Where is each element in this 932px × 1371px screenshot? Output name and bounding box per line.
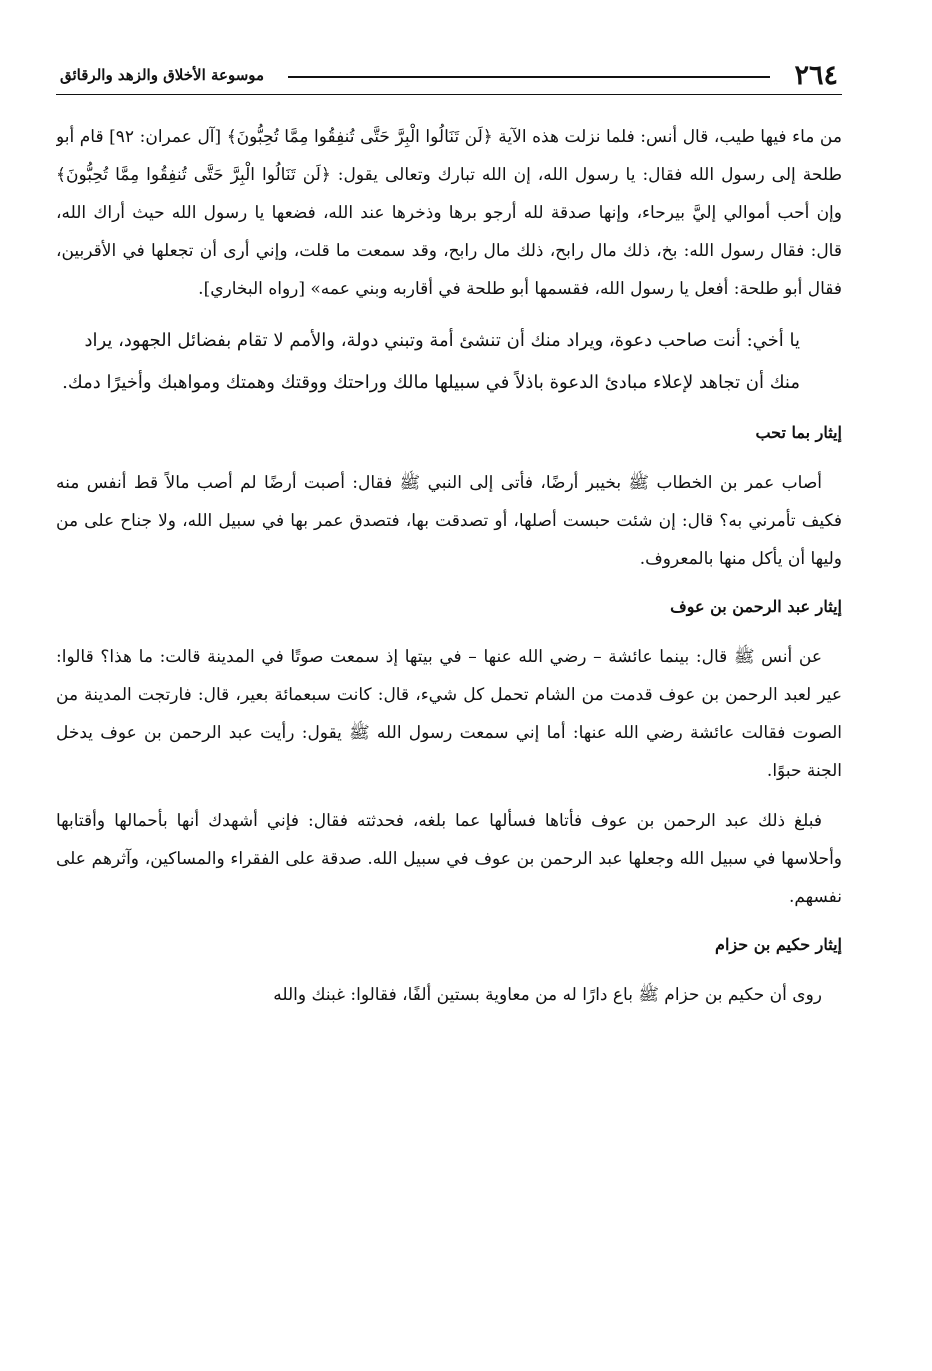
section-paragraph-aisha: عن أنس ﷺ قال: بينما عائشة – رضي الله عنها – في بيتها إذ سمعت صوتًا في المدينة قالت: ما هذا؟ قالوا: عير لعبد الرحمن بن عوف قدمت من الشام تحمل كل شيء، قال: كانت سبعمائة بعير، قال: فارتجت المدينة من الصوت فقالت عائشة رضي الله عنها: أما إني سمعت رسول الله ﷺ يقول: رأيت عبد الرحمن بن عوف يدخل الجنة حبوًا. <box>56 647 842 781</box>
page-number: ٢٦٤ <box>794 60 838 91</box>
section-title-hakim: إيثار حكيم بن حزام <box>715 935 842 954</box>
section-paragraph-abdulrahman-response: فبلغ ذلك عبد الرحمن بن عوف فأتاها فسألها عما بلغه، فحدثته فقال: فإني أشهدك أنها بأحمالها وأقتابها وأحلاسها في سبيل الله وجعلها عبد الرحمن بن عوف في سبيل الله. صدقة على الفقراء والمساكين، وآثرهم على نفسهم. <box>56 811 842 907</box>
page-content <box>56 118 842 1014</box>
section-paragraph-umar: أصاب عمر بن الخطاب ﷺ بخيبر أرضًا، فأتى إلى النبي ﷺ فقال: أصبت أرضًا لم أصب مالاً قط أنفس منه فكيف تأمرني به؟ قال: إن شئت حبست أصلها، أو تصدقت بها، فتصدق عمر بها في سبيل الله، ولا جناح على من وليها أن يأكل منها بالمعروف. <box>56 473 842 569</box>
header-rule <box>288 76 770 78</box>
section-title-ithar-bima-tuhib: إيثار بما تحب <box>755 423 842 442</box>
header-underline <box>56 94 842 95</box>
section-paragraph-hakim: روى أن حكيم بن حزام ﷺ باع دارًا له من معاوية بستين ألفًا، فقالوا: غبنك والله <box>273 985 822 1005</box>
opening-paragraph: من ماء فيها طيب، قال أنس: فلما نزلت هذه الآية ﴿لَن تَنَالُوا الْبِرَّ حَتَّى تُنفِقُوا مِمَّا تُحِبُّونَ﴾ [آل عمران: ٩٢] قام أبو طلحة إلى رسول الله فقال: يا رسول الله، إن الله تبارك وتعالى يقول: ﴿لَن تَنَالُوا الْبِرَّ حَتَّى تُنفِقُوا مِمَّا تُحِبُّونَ﴾ وإن أحب أموالي إليَّ بيرحاء، وإنها صدقة لله أرجو برها وذخرها عند الله، فضعها يا رسول الله حيث أراك الله، قال: فقال رسول الله: بخ، ذلك مال رابح، ذلك مال رابح، وقد سمعت ما قلت، وإني أرى أن تجعلها في الأقربين، فقال أبو طلحة: أفعل يا رسول الله، فقسمها أبو طلحة في أقاربه وبني عمه» [رواه البخاري]. <box>56 127 842 299</box>
exhortation-paragraph: يا أخي: أنت صاحب دعوة، ويراد منك أن تنشئ أمة وتبني دولة، والأمم لا تقام بفضائل الجهود، يراد منك أن تجاهد لإعلاء مبادئ الدعوة باذلاً في سبيلها مالك وراحتك ووقتك وهمتك ومواهبك وأخيرًا دمك. <box>62 330 800 393</box>
section-title-abdulrahman: إيثار عبد الرحمن بن عوف <box>670 597 842 616</box>
running-title: موسوعة الأخلاق والزهد والرقائق <box>60 66 265 84</box>
book-page <box>56 58 842 1348</box>
page-header <box>56 58 842 96</box>
